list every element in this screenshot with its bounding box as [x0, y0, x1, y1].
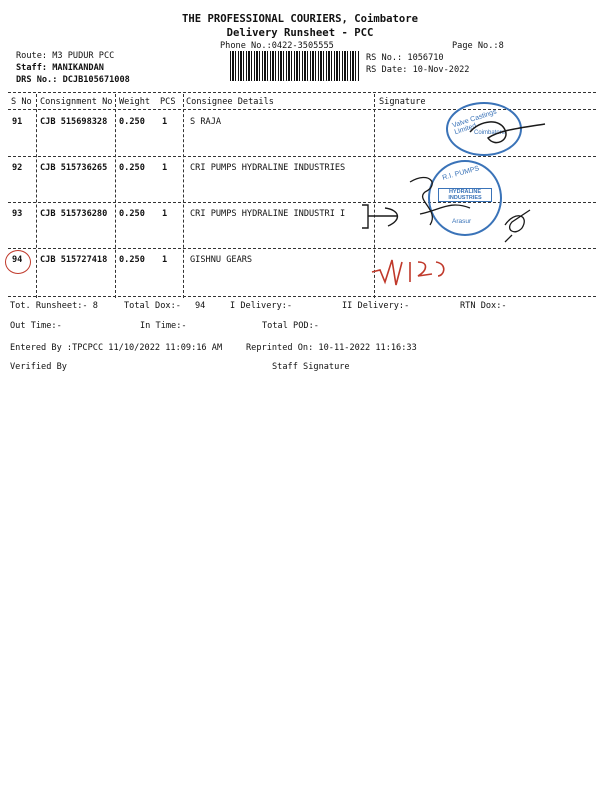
row-sno: 94	[12, 255, 23, 265]
scribble-93	[505, 210, 530, 242]
stamp-text: R.I. PUMPS	[441, 165, 480, 182]
column-divider	[183, 94, 184, 298]
total-pod: Total POD:-	[262, 321, 319, 331]
row-divider	[8, 156, 596, 157]
row-consignee: GISHNU GEARS	[190, 255, 253, 265]
rs-date: RS Date: 10-Nov-2022	[366, 65, 470, 75]
page-number: Page No.:8	[452, 41, 504, 51]
row-consignee: CRI PUMPS HYDRALINE INDUSTRIES	[190, 163, 346, 173]
row-weight: 0.250	[119, 209, 145, 219]
row-consignment: CJB 515698328	[40, 117, 108, 127]
row-divider	[8, 202, 596, 203]
handwritten-circle	[5, 250, 31, 274]
column-divider	[374, 94, 375, 298]
col-header-consignment: Consignment No	[40, 97, 113, 107]
col-header-pcs: PCS	[160, 97, 176, 107]
col-header-sno: S No	[11, 97, 32, 107]
company-name: THE PROFESSIONAL COURIERS, Coimbatore	[182, 13, 418, 25]
company-stamp	[428, 160, 502, 236]
sheet-title: Delivery Runsheet - PCC	[226, 27, 374, 39]
out-time: Out Time:-	[10, 321, 62, 331]
row-sno: 91	[12, 117, 23, 127]
total-dox-label: Total Dox:-	[124, 301, 181, 311]
column-divider	[36, 94, 37, 298]
barcode	[230, 51, 360, 81]
company-stamp	[446, 102, 522, 156]
row-pcs: 1	[162, 163, 168, 173]
row-divider	[8, 248, 596, 249]
col-header-consignee: Consignee Details	[186, 97, 274, 107]
total-dox-value: 94	[195, 301, 206, 311]
stamp-text: Arasur	[452, 218, 472, 225]
staff-signature: Staff Signature	[272, 362, 350, 372]
signature-94	[372, 260, 444, 285]
drs-number: DRS No.: DCJB105671008	[16, 75, 130, 85]
row-consignment: CJB 515727418	[40, 255, 108, 265]
entered-by: Entered By :TPCPCC 11/10/2022 11:09:16 AM	[10, 343, 223, 353]
reprinted-on: Reprinted On: 10-11-2022 11:16:33	[246, 343, 417, 353]
stamp-text: HYDRALINE INDUSTRIES	[438, 188, 492, 202]
table-top-border	[8, 92, 596, 93]
rs-number: RS No.: 1056710	[366, 53, 444, 63]
row-consignee: S RAJA	[190, 117, 222, 127]
staff-label: Staff: MANIKANDAN	[16, 63, 104, 73]
route-label: Route: M3 PUDUR PCC	[16, 51, 115, 61]
column-divider	[115, 94, 116, 298]
row-pcs: 1	[162, 255, 168, 265]
i-delivery: I Delivery:-	[230, 301, 293, 311]
row-consignee: CRI PUMPS HYDRALINE INDUSTRI I	[190, 209, 346, 219]
row-sno: 92	[12, 163, 23, 173]
verified-by: Verified By	[10, 362, 67, 372]
row-weight: 0.250	[119, 255, 145, 265]
ii-delivery: II Delivery:-	[342, 301, 410, 311]
row-consignment: CJB 515736280	[40, 209, 108, 219]
row-consignment: CJB 515736265	[40, 163, 108, 173]
stamp-text: Coimbatore	[474, 130, 506, 136]
in-time: In Time:-	[140, 321, 187, 331]
row-pcs: 1	[162, 209, 168, 219]
table-bottom-border	[8, 296, 596, 297]
bracket-arrow	[362, 205, 398, 228]
col-header-signature: Signature	[379, 97, 426, 107]
rtn-dox: RTN Dox:-	[460, 301, 507, 311]
row-sno: 93	[12, 209, 23, 219]
phone-number: Phone No.:0422-3505555	[220, 41, 334, 51]
tot-runsheet: Tot. Runsheet:- 8	[10, 301, 98, 311]
row-weight: 0.250	[119, 163, 145, 173]
row-pcs: 1	[162, 117, 168, 127]
col-header-weight: Weight	[119, 97, 151, 107]
stamp-text: Valve Castings Limited	[451, 108, 498, 137]
row-weight: 0.250	[119, 117, 145, 127]
